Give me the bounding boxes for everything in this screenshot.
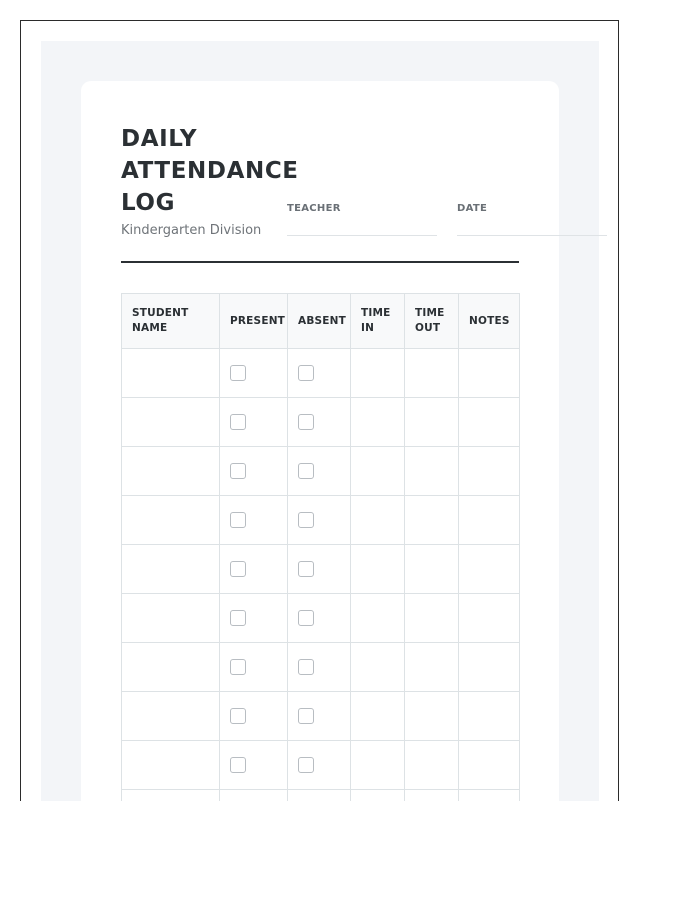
column-header-present: PRESENT xyxy=(220,294,288,349)
present-checkbox[interactable] xyxy=(230,365,246,381)
student-name-cell[interactable] xyxy=(122,349,220,398)
notes-cell[interactable] xyxy=(459,398,520,447)
division-subtitle: Kindergarten Division xyxy=(121,223,262,238)
teacher-field[interactable] xyxy=(287,203,437,236)
absent-checkbox[interactable] xyxy=(298,659,314,675)
student-name-cell[interactable] xyxy=(122,643,220,692)
time-in-cell[interactable] xyxy=(351,643,405,692)
present-cell xyxy=(220,349,288,398)
time-in-cell[interactable] xyxy=(351,349,405,398)
table-row xyxy=(122,349,520,398)
absent-cell xyxy=(288,594,351,643)
student-name-cell[interactable] xyxy=(122,594,220,643)
student-name-cell[interactable] xyxy=(122,790,220,802)
notes-cell[interactable] xyxy=(459,692,520,741)
absent-cell xyxy=(288,741,351,790)
student-name-cell[interactable] xyxy=(122,398,220,447)
notes-cell[interactable] xyxy=(459,594,520,643)
time-out-cell[interactable] xyxy=(405,741,459,790)
present-cell xyxy=(220,692,288,741)
time-in-cell[interactable] xyxy=(351,545,405,594)
header-divider xyxy=(121,261,519,263)
absent-cell xyxy=(288,349,351,398)
attendance-table xyxy=(121,293,520,801)
time-in-cell[interactable] xyxy=(351,496,405,545)
present-checkbox[interactable] xyxy=(230,414,246,430)
student-name-cell[interactable] xyxy=(122,741,220,790)
time-out-cell[interactable] xyxy=(405,692,459,741)
present-cell xyxy=(220,398,288,447)
table-row xyxy=(122,447,520,496)
notes-cell[interactable] xyxy=(459,447,520,496)
column-header-time-in: TIME IN xyxy=(351,294,405,349)
absent-cell xyxy=(288,496,351,545)
teacher-label: TEACHER xyxy=(287,203,341,214)
attendance-sheet xyxy=(81,81,559,801)
student-name-cell[interactable] xyxy=(122,545,220,594)
notes-cell[interactable] xyxy=(459,790,520,802)
column-header-time-out: TIME OUT xyxy=(405,294,459,349)
document-frame xyxy=(20,20,619,801)
present-cell xyxy=(220,741,288,790)
time-out-cell[interactable] xyxy=(405,594,459,643)
absent-cell xyxy=(288,643,351,692)
time-in-cell[interactable] xyxy=(351,398,405,447)
time-out-cell[interactable] xyxy=(405,643,459,692)
notes-cell[interactable] xyxy=(459,741,520,790)
absent-checkbox[interactable] xyxy=(298,463,314,479)
absent-checkbox[interactable] xyxy=(298,757,314,773)
absent-checkbox[interactable] xyxy=(298,512,314,528)
notes-cell[interactable] xyxy=(459,545,520,594)
time-in-cell[interactable] xyxy=(351,790,405,802)
present-cell xyxy=(220,447,288,496)
absent-cell xyxy=(288,545,351,594)
absent-checkbox[interactable] xyxy=(298,561,314,577)
page-backdrop xyxy=(41,41,599,801)
present-checkbox[interactable] xyxy=(230,659,246,675)
absent-checkbox[interactable] xyxy=(298,414,314,430)
present-checkbox[interactable] xyxy=(230,708,246,724)
table-row xyxy=(122,741,520,790)
present-checkbox[interactable] xyxy=(230,757,246,773)
present-checkbox[interactable] xyxy=(230,610,246,626)
table-header-row xyxy=(122,294,520,349)
time-in-cell[interactable] xyxy=(351,741,405,790)
absent-cell xyxy=(288,790,351,802)
absent-cell xyxy=(288,398,351,447)
page-title: DAILY ATTENDANCE LOG xyxy=(121,126,299,216)
table-row xyxy=(122,545,520,594)
absent-checkbox[interactable] xyxy=(298,610,314,626)
date-input-line[interactable] xyxy=(457,235,607,236)
present-checkbox[interactable] xyxy=(230,463,246,479)
table-row xyxy=(122,398,520,447)
time-out-cell[interactable] xyxy=(405,545,459,594)
time-out-cell[interactable] xyxy=(405,349,459,398)
student-name-cell[interactable] xyxy=(122,447,220,496)
present-cell xyxy=(220,496,288,545)
table-row xyxy=(122,594,520,643)
date-field[interactable] xyxy=(457,203,607,236)
time-out-cell[interactable] xyxy=(405,447,459,496)
present-cell xyxy=(220,545,288,594)
student-name-cell[interactable] xyxy=(122,496,220,545)
time-in-cell[interactable] xyxy=(351,594,405,643)
table-row xyxy=(122,643,520,692)
table-row xyxy=(122,692,520,741)
attendance-table-container xyxy=(121,293,519,801)
notes-cell[interactable] xyxy=(459,643,520,692)
present-checkbox[interactable] xyxy=(230,561,246,577)
notes-cell[interactable] xyxy=(459,349,520,398)
date-label: DATE xyxy=(457,203,488,214)
column-header-notes: NOTES xyxy=(459,294,520,349)
time-in-cell[interactable] xyxy=(351,447,405,496)
column-header-student-name: STUDENT NAME xyxy=(122,294,220,349)
absent-checkbox[interactable] xyxy=(298,708,314,724)
time-in-cell[interactable] xyxy=(351,692,405,741)
absent-checkbox[interactable] xyxy=(298,365,314,381)
teacher-input-line[interactable] xyxy=(287,235,437,236)
time-out-cell[interactable] xyxy=(405,790,459,802)
time-out-cell[interactable] xyxy=(405,496,459,545)
present-checkbox[interactable] xyxy=(230,512,246,528)
absent-cell xyxy=(288,447,351,496)
table-row xyxy=(122,496,520,545)
notes-cell[interactable] xyxy=(459,496,520,545)
time-out-cell[interactable] xyxy=(405,398,459,447)
present-cell xyxy=(220,594,288,643)
student-name-cell[interactable] xyxy=(122,692,220,741)
column-header-absent: ABSENT xyxy=(288,294,351,349)
absent-cell xyxy=(288,692,351,741)
table-row xyxy=(122,790,520,802)
present-cell xyxy=(220,790,288,802)
present-cell xyxy=(220,643,288,692)
